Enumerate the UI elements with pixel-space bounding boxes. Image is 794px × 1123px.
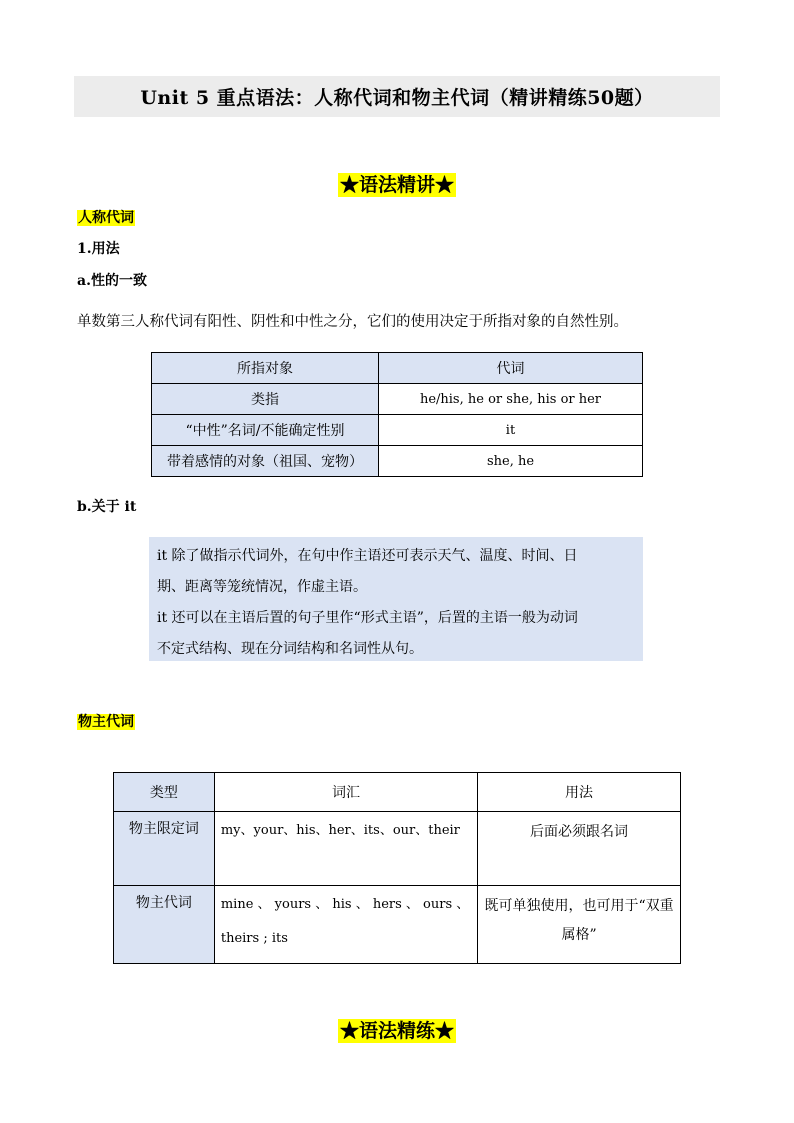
table-cell: 物主限定词 (114, 812, 215, 886)
personal-pronoun-label-text: 人称代词 (78, 210, 134, 226)
possessive-pronoun-label (77, 711, 135, 731)
table-header-cell: 类型 (114, 773, 215, 812)
table-row (114, 886, 681, 964)
table-header-cell: 代词 (379, 353, 643, 384)
section-heading-text: ★语法精讲★ (339, 174, 454, 196)
table-row (152, 384, 643, 415)
table-header-cell: 词汇 (214, 773, 477, 812)
usage-label: 1.用法 (77, 241, 120, 257)
table-header-cell: 所指对象 (152, 353, 379, 384)
table-cell: “中性”名词/不能确定性别 (152, 415, 379, 446)
gender-paragraph: 单数第三人称代词有阳性、阴性和中性之分，它们的使用决定于所指对象的自然性别。 (77, 314, 628, 330)
table-cell: he/his, he or she, his or her (379, 384, 643, 415)
table-cell: 带着感情的对象（祖国、宠物） (152, 446, 379, 477)
personal-pronoun-label (77, 207, 135, 227)
table-header-row (152, 353, 643, 384)
it-usage-note (149, 537, 643, 661)
about-it-label: b.关于 it (77, 499, 137, 515)
table-cell: 既可单独使用，也可用于“双重属格” (478, 886, 681, 964)
possessive-pronoun-table (113, 772, 681, 964)
table-header-cell: 用法 (478, 773, 681, 812)
section-heading-grammar-explanation (0, 170, 794, 197)
table-row (114, 812, 681, 886)
table-header-row (114, 773, 681, 812)
note-line: 不定式结构、现在分词结构和名词性从句。 (157, 641, 423, 657)
table-row (152, 446, 643, 477)
document-title: Unit 5 重点语法：人称代词和物主代词（精讲精练50题） (74, 76, 720, 117)
table-cell: 类指 (152, 384, 379, 415)
note-line: it 还可以在主语后置的句子里作“形式主语”，后置的主语一般为动词 (157, 610, 578, 626)
possessive-pronoun-label-text: 物主代词 (78, 714, 134, 730)
gender-agreement-label: a.性的一致 (77, 273, 147, 289)
table-cell: 物主代词 (114, 886, 215, 964)
section-heading-grammar-practice (0, 1016, 794, 1043)
table-cell: she, he (379, 446, 643, 477)
table-cell: it (379, 415, 643, 446)
table-cell: 后面必须跟名词 (478, 812, 681, 886)
table-cell: my、your、his、her、its、our、their (214, 812, 477, 886)
note-line: 期、距离等笼统情况，作虚主语。 (157, 579, 367, 595)
table-cell: mine 、 yours 、 his 、 hers 、 ours 、 theirs ; its (214, 886, 477, 964)
section-heading-text: ★语法精练★ (339, 1020, 454, 1042)
table-row (152, 415, 643, 446)
pronoun-reference-table (151, 352, 643, 477)
note-line: it 除了做指示代词外，在句中作主语还可表示天气、温度、时间、日 (157, 548, 578, 564)
